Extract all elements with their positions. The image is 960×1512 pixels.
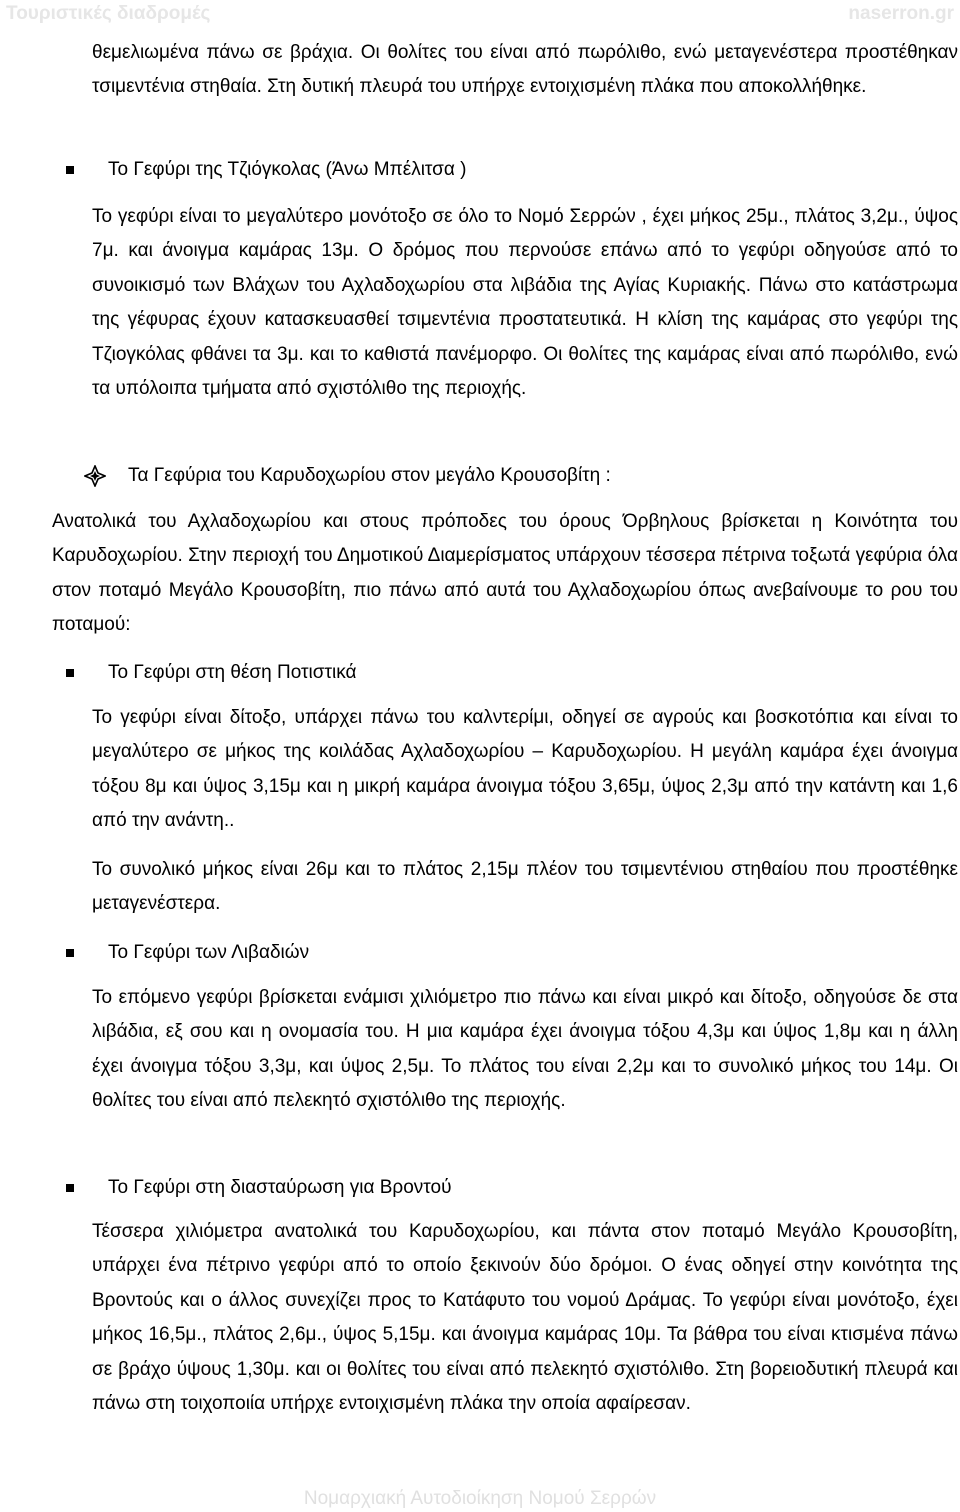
bullet-label: Το Γεφύρι στη διασταύρωση για Βροντού — [108, 1177, 452, 1198]
paragraph-potistika: Το γεφύρι είναι δίτοξο, υπάρχει πάνω του καλντερίμι, οδηγεί σε αγρούς και βοσκοτόπια και είναι το μεγαλύτερο σε μήκος της κοιλάδας Αχλαδοχωρίου – Καρυδοχωρίου. Η μεγάλη καμάρα έχει άνοιγμα τόξου 8μ και ύψος 3,15μ και η μικρή καμάρα άνοιγμα τόξου 3,65μ, ύψος 2,3μ από την κατάντη και 1,6 από την ανάντη.. — [92, 707, 958, 832]
page-footer: Νομαρχιακή Αυτοδιοίκηση Νομού Σερρών — [303, 1488, 657, 1509]
header-title: Τουριστικές διαδρομές — [6, 3, 211, 24]
diamond-item-karydochori — [84, 461, 960, 491]
square-bullet-icon — [66, 669, 74, 677]
header-site: naserron.gr — [848, 3, 954, 24]
bullet-item-livadia — [66, 938, 946, 968]
bullet-item-potistika — [66, 658, 946, 688]
diamond-label: Τα Γεφύρια του Καρυδοχωρίου στον μεγάλο Κρουσοβίτη : — [128, 465, 611, 486]
square-bullet-icon — [66, 166, 74, 174]
bullet-item-vrontou — [66, 1173, 946, 1203]
bullet-label: Το Γεφύρι της Τζιόγκολας (Άνω Μπέλιτσα ) — [108, 159, 467, 180]
square-bullet-icon — [66, 1184, 74, 1192]
paragraph-potistika-length: Το συνολικό μήκος είναι 26μ και το πλάτος 2,15μ πλέον του τσιμεντένιου στηθαίου που προστέθηκε μεταγενέστερα. — [92, 859, 958, 915]
paragraph-tziogkolas: Το γεφύρι είναι το μεγαλύτερο μονότοξο σε όλο το Νομό Σερρών , έχει μήκος 25μ., πλάτος 3,2μ., ύψος 7μ. και άνοιγμα καμάρας 13μ. Ο δρόμος που περνούσε επάνω από το γεφύρι οδηγούσε από το συνοικισμό των Βλάχων του Αχλαδοχωρίου στα λιβάδια της Αγίας Κυριακής. Πάνω στο κατάστρωμα της γέφυρας έχουν κατασκευασθεί τσιμεντένια προστατευτικά. Η κλίση της καμάρας στο γεφύρι της Τζιογκόλας φθάνει τα 3μ. και το καθιστά πανέμορφο. Οι θολίτες της καμάρας είναι από πωρόλιθο, ενώ τα υπόλοιπα τμήματα από σχιστόλιθο της περιοχής. — [92, 206, 958, 400]
bullet-label: Το Γεφύρι στη θέση Ποτιστικά — [108, 662, 357, 683]
bullet-label: Το Γεφύρι των Λιβαδιών — [108, 942, 310, 963]
diamond-bullet-icon — [84, 465, 106, 487]
page-header — [0, 0, 960, 28]
paragraph-karydochori: Ανατολικά του Αχλαδοχωρίου και στους πρόποδες του όρους Όρβηλους βρίσκεται η Κοινότητα του Καρυδοχωρίου. Στην περιοχή του Δημοτικού Διαμερίσματος υπάρχουν τέσσερα πέτρινα τοξωτά γεφύρια όλα στον ποταμό Μεγάλο Κρουσοβίτη, πιο πάνω από αυτά του Αχλαδοχωρίου όπως ανεβαίνουμε το ρου του ποταμού: — [52, 511, 958, 636]
paragraph-livadia: Το επόμενο γεφύρι βρίσκεται ενάμισι χιλιόμετρο πιο πάνω και είναι μικρό και δίτοξο, οδηγούσε δε στα λιβάδια, εξ σου και η ονομασία του. Η μια καμάρα έχει άνοιγμα τόξου 4,3μ και ύψος 1,8μ και η άλλη έχει άνοιγμα τόξου 3,3μ, και ύψος 2,5μ. Το πλάτος του είναι 2,2μ και το συνολικό μήκος του 14μ. Οι θολίτες του είναι από πελεκητό σχιστόλιθο της περιοχής. — [92, 987, 958, 1112]
paragraph-vrontou: Τέσσερα χιλιόμετρα ανατολικά του Καρυδοχωρίου, και πάντα στον ποταμό Μεγάλο Κρουσοβίτη, υπάρχει ένα πέτρινο γεφύρι από το οποίο ξεκινούν δύο δρόμοι. Ο ένας οδηγεί στην κοινότητα της Βροντούς και ο άλλος συνεχίζει προς το Κατάφυτο του νομού Δράμας. Το γεφύρι είναι μονότοξο, έχει μήκος 16,5μ., πλάτος 2,6μ., ύψος 5,15μ. και άνοιγμα καμάρας 10μ. Τα βάθρα του είναι κτισμένα πάνω σε βράχο ύψους 1,30μ. και οι θολίτες του είναι από πελεκητό σχιστόλιθο. Στη βορειοδυτική πλευρά και πάνω στη τοιχοποιία υπήρχε εντοιχισμένη πλάκα την οποία αφαίρεσαν. — [92, 1221, 958, 1415]
square-bullet-icon — [66, 949, 74, 957]
paragraph-intro: θεμελιωμένα πάνω σε βράχια. Οι θολίτες του είναι από πωρόλιθο, ενώ μεταγενέστερα προστέθηκαν τσιμεντένια στηθαία. Στη δυτική πλευρά του υπήρχε εντοιχισμένη πλάκα που αποκολλήθηκε. — [92, 42, 958, 98]
bullet-item-tziogkolas — [66, 155, 946, 185]
